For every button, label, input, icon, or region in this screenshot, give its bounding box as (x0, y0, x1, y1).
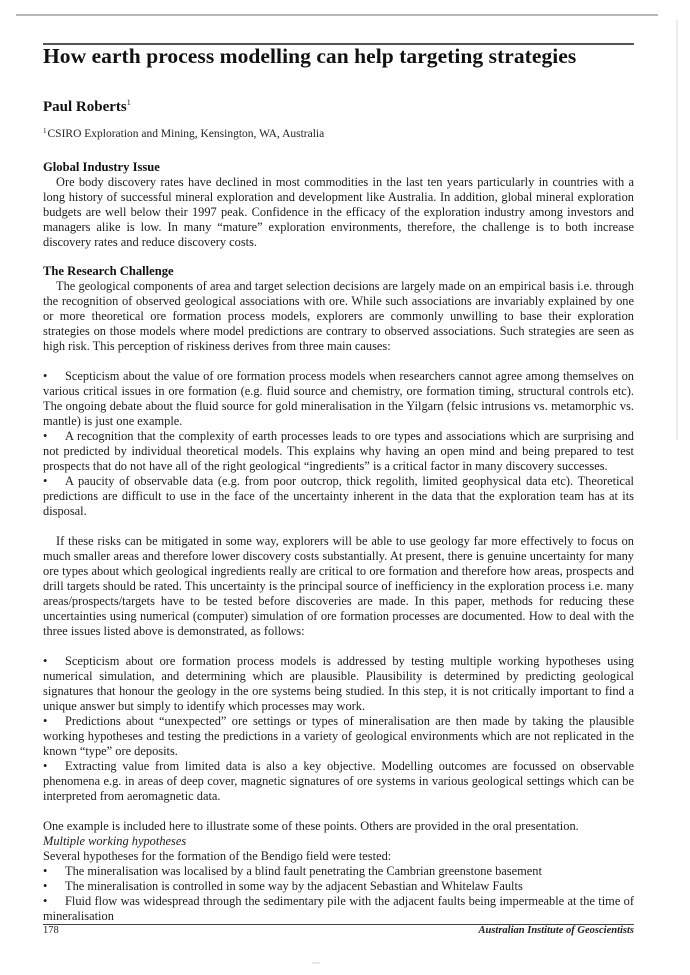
list-item (43, 864, 634, 879)
list-item-text: The mineralisation was localised by a blind fault penetrating the Cambrian greenstone basement (65, 864, 542, 878)
section-research-challenge (43, 264, 634, 354)
bullet-icon: • (43, 429, 48, 443)
scan-top-rule (16, 14, 658, 16)
bullet-icon: • (43, 864, 48, 878)
bullet-icon: • (43, 894, 48, 908)
paragraph: If these risks can be mitigated in some way, explorers will be able to use geology far more effectively to focus on much smaller areas and therefore lower discovery costs substantially. At present, there is genuine uncertainty for many ore types about which geological ingredients really are critical to ore formation and therefore how areas, prospects and drill targets should be rated. This uncertainty is the principal source of inefficiency in the exploration process i.e. many areas/prospects/targets have to be tested before discoveries are made. In this paper, methods for reducing these uncertainties using numerical (computer) simulation of ore formation processes are documented. How to deal with the three issues listed above is demonstrated, as follows: (43, 534, 634, 638)
list-item (43, 714, 634, 759)
mitigation-paragraph (43, 534, 634, 639)
list-item (43, 429, 634, 474)
bullet-icon: • (43, 369, 48, 383)
author-affiliation-marker: 1 (126, 98, 131, 107)
list-item-text: Extracting value from limited data is also a key objective. Modelling outcomes are focussed on observable phenomena e.g. in areas of deep cover, magnetic signatures of ore systems in various geological settings which can be interpreted from aeromagnetic data. (43, 759, 634, 803)
responses-list (43, 654, 634, 804)
list-item (43, 759, 634, 804)
affiliation-marker: 1 (43, 127, 47, 135)
paragraph: Ore body discovery rates have declined in most commodities in the last ten years particularly in countries with a long history of successful mineral exploration and development like Australia. In addition, global mineral exploration budgets are well below their 1997 peak. Confidence in the efficacy of the exploration industry among investors and managers alike is low. In many “mature” exploration environments, therefore, the challenge is to both increase discovery rates and reduce discovery costs. (43, 175, 634, 249)
page-number: 178 (43, 925, 59, 936)
paragraph: The geological components of area and target selection decisions are largely made on an empirical basis i.e. through the recognition of observed geological associations with ore. While such associations are invariably explained by one or more theoretical ore formation process models, explorers are commonly unwilling to base their exploration strategies on those models where model predictions are contrary to observed associations. Such strategies are seen as high risk. This perception of riskiness derives from three main causes: (43, 279, 634, 353)
author-name-text: Paul Roberts (43, 99, 127, 115)
paragraph: One example is included here to illustrate some of these points. Others are provided in the oral presentation. (43, 819, 579, 833)
affiliation-text: CSIRO Exploration and Mining, Kensington, WA, Australia (47, 128, 325, 140)
page-edge-shadow (676, 20, 678, 440)
list-item-text: Scepticism about the value of ore formation process models when researchers cannot agree among themselves on various critical issues in ore formation (e.g. fluid source and chemistry, ore formation timing, structural controls etc). The ongoing debate about the fluid source for gold mineralisation in the Yilgarn (felsic intrusions vs. metamorphic vs. mantle) is just one example. (43, 369, 634, 428)
bullet-icon: • (43, 879, 48, 893)
bullet-icon: • (43, 474, 48, 488)
list-item-text: A paucity of observable data (e.g. from poor outcrop, thick regolith, limited geophysical data etc). Theoretical predictions are difficult to use in the face of the uncertainty inherent in the data that the exploration team has at its disposal. (43, 474, 634, 518)
list-item-text: A recognition that the complexity of earth processes leads to ore types and associations which are surprising and not predicted by individual theoretical models. This explains why having an open mind and being prepared to test prospects that do not have all of the right geological “ingredients” is a critical factor in many discovery successes. (43, 429, 634, 473)
scan-artifact (312, 962, 320, 964)
paper-title: How earth process modelling can help targeting strategies (43, 44, 577, 68)
list-item (43, 654, 634, 714)
causes-list (43, 369, 634, 519)
paragraph: Several hypotheses for the formation of the Bendigo field were tested: (43, 849, 392, 863)
section-heading: The Research Challenge (43, 264, 174, 278)
section-heading: Global Industry Issue (43, 160, 160, 174)
list-item-text: Scepticism about ore formation process models is addressed by testing multiple working hypotheses using numerical simulation, and determining which are plausible. Plausibility is determined by predicting geological signatures that honour the geology in the ore systems being studied. In this step, it is not critically important to find a unique answer but simply to identify which processes may work. (43, 654, 634, 713)
example-section (43, 819, 634, 924)
list-item (43, 894, 634, 924)
list-item (43, 369, 634, 429)
list-item-text: Predictions about “unexpected” ore settings or types of mineralisation are then made by taking the plausible working hypotheses and testing the predictions in a variety of geological environments which are not replicated in the known “type” ore deposits. (43, 714, 634, 758)
list-item-text: The mineralisation is controlled in some way by the adjacent Sebastian and Whitelaw Faults (65, 879, 523, 893)
journal-name: Australian Institute of Geoscientists (478, 925, 634, 936)
subheading: Multiple working hypotheses (43, 834, 187, 848)
list-item (43, 474, 634, 519)
affiliation (43, 127, 324, 140)
author-name (43, 98, 131, 116)
bullet-icon: • (43, 759, 48, 773)
list-item (43, 879, 634, 894)
section-global-industry-issue (43, 160, 634, 250)
bullet-icon: • (43, 714, 48, 728)
list-item-text: Fluid flow was widespread through the sedimentary pile with the adjacent faults being impermeable at the time of mineralisation (43, 894, 634, 923)
bullet-icon: • (43, 654, 48, 668)
